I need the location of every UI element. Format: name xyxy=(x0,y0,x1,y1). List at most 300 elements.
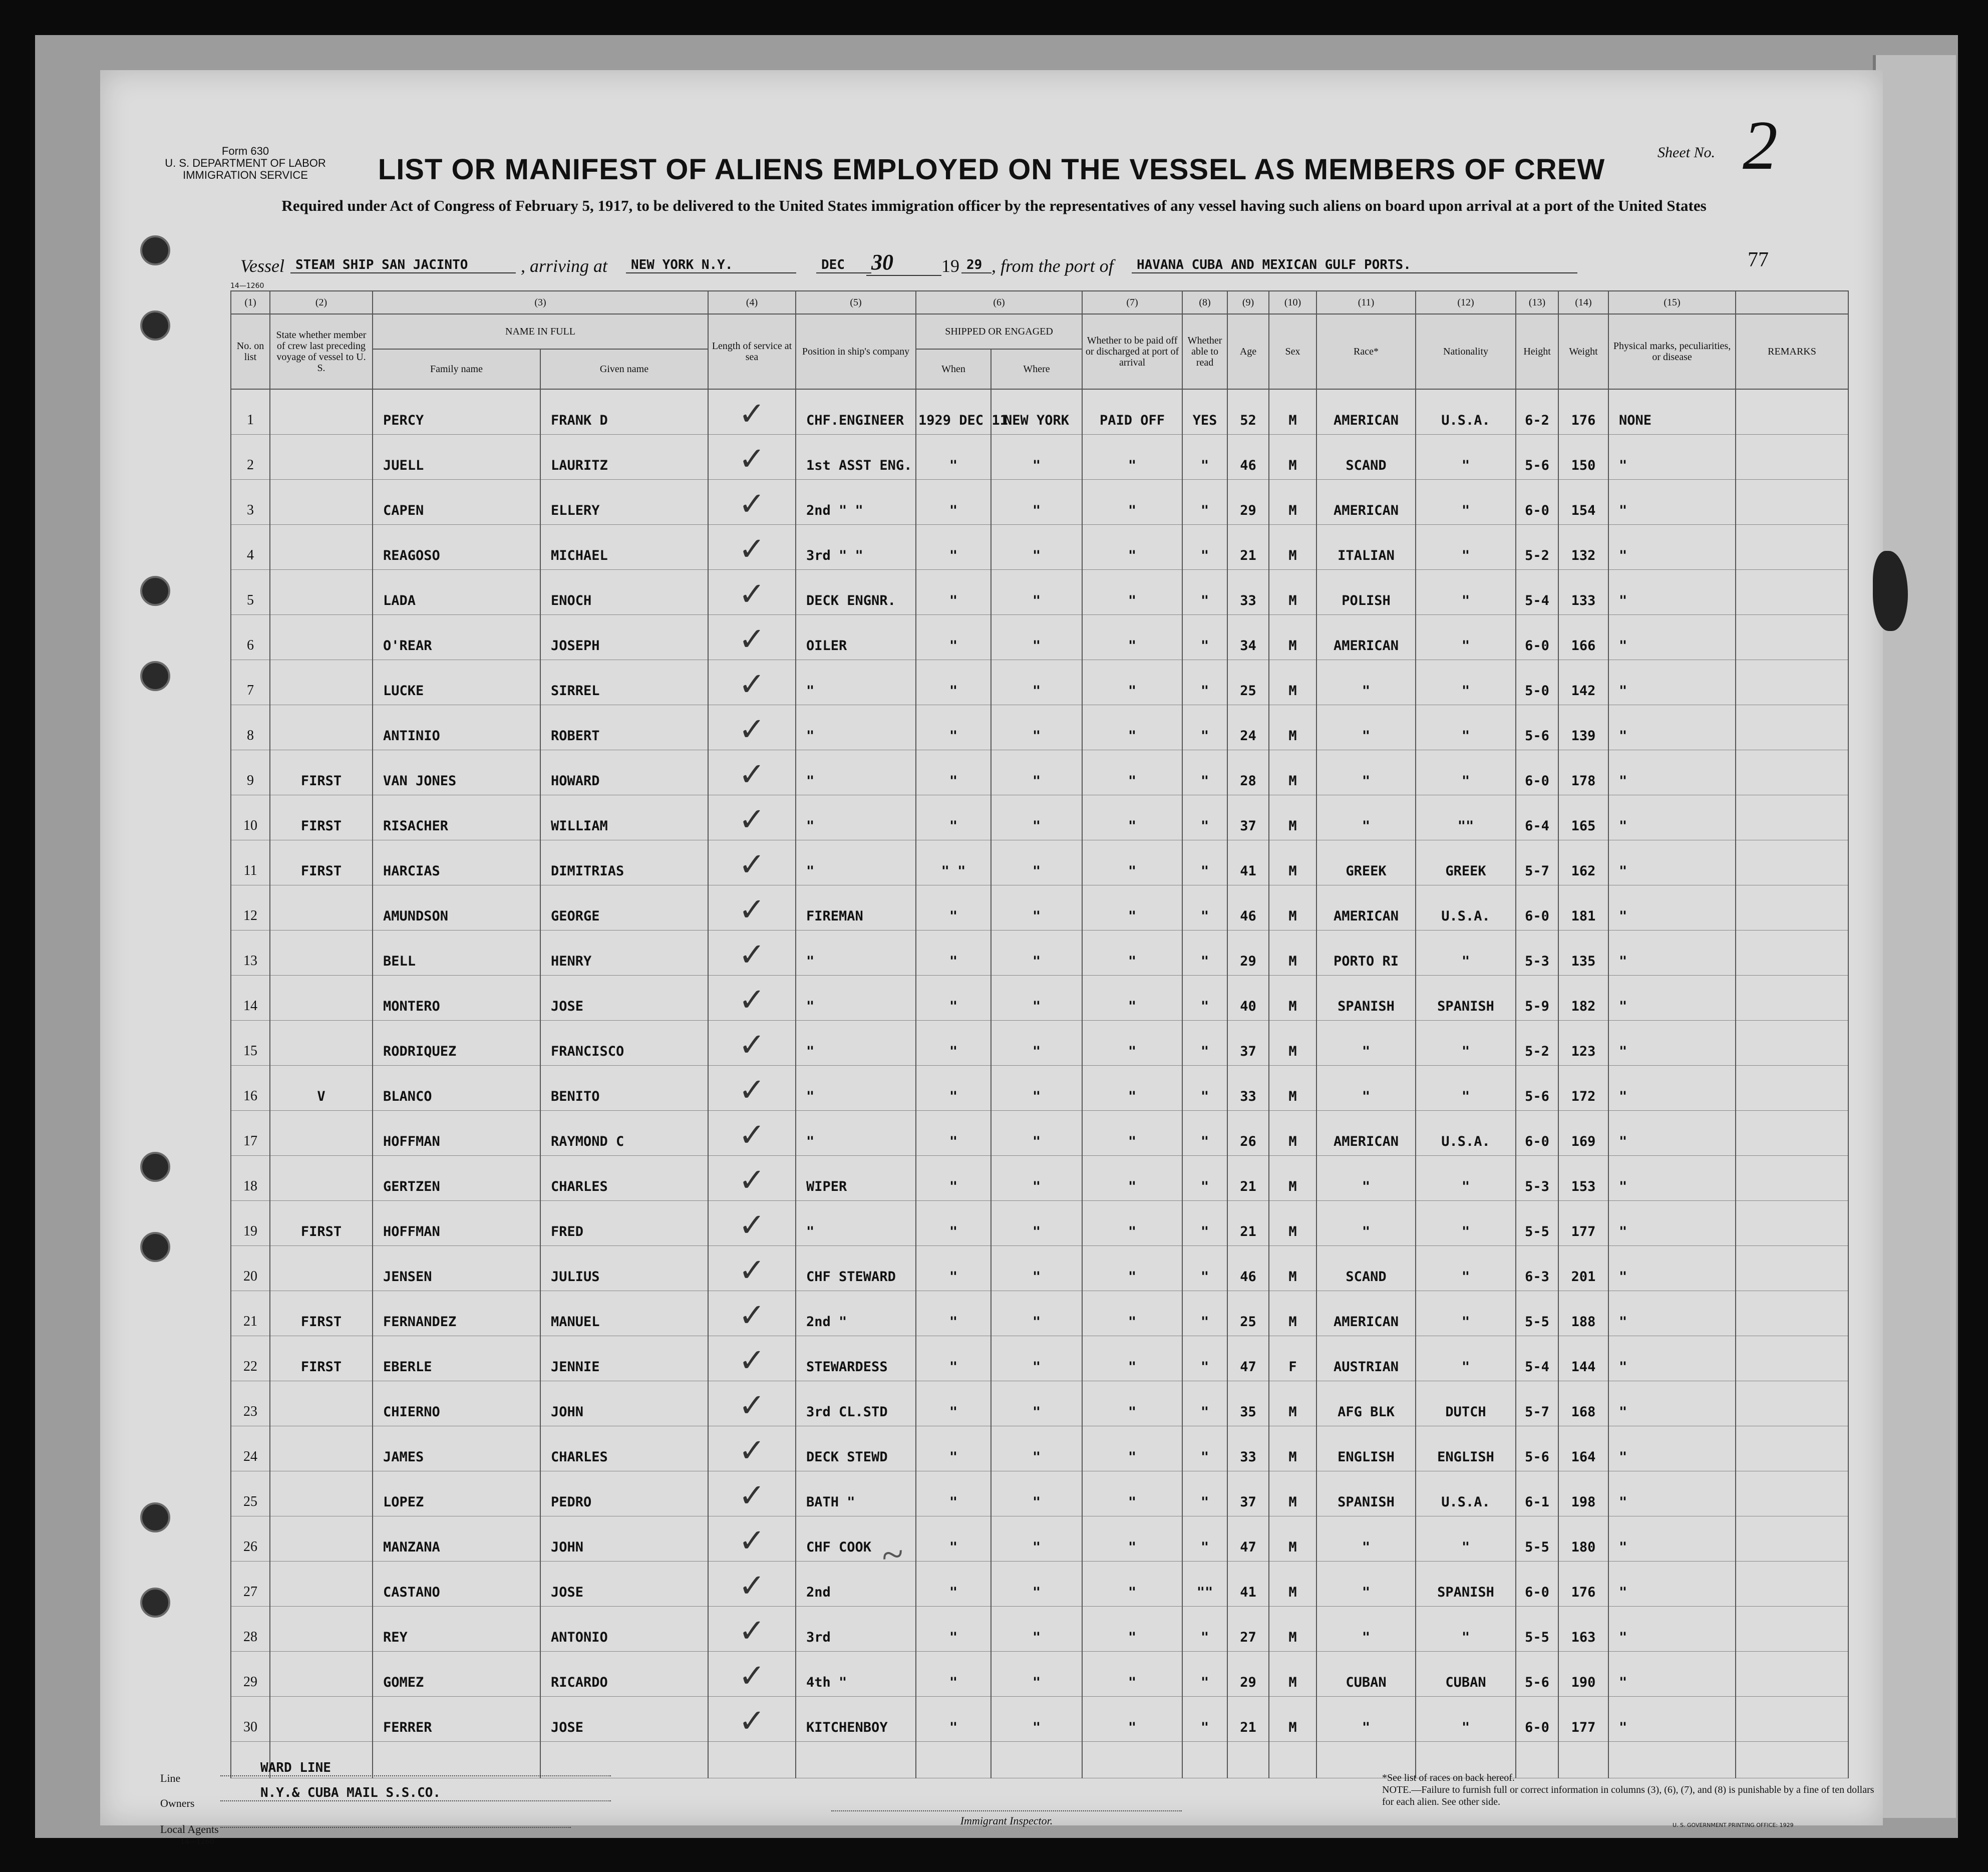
position-cell: " xyxy=(796,840,916,885)
remarks-cell xyxy=(1736,1291,1848,1336)
physical-marks-cell: " xyxy=(1608,1291,1736,1336)
inspector-label: Immigrant Inspector. xyxy=(831,1810,1182,1827)
document-subtitle: Required under Act of Congress of February 5, 1917, to be delivered to the United States immigration officer by the representatives of any vessel having such aliens on board upon arrival at a port of the United States xyxy=(281,197,1707,214)
shipped-when-cell: " xyxy=(916,1201,991,1246)
col-number: (9) xyxy=(1227,291,1269,314)
physical-marks-cell: " xyxy=(1608,750,1736,795)
previous-voyage-cell xyxy=(270,1652,373,1697)
paid-off-cell: " xyxy=(1082,930,1182,976)
table-row xyxy=(231,1562,1848,1607)
physical-marks-cell: " xyxy=(1608,1381,1736,1426)
nationality-cell: " xyxy=(1416,1201,1516,1246)
race-cell: SPANISH xyxy=(1316,1471,1416,1516)
position-cell: " xyxy=(796,705,916,750)
check-mark-icon: ✓ xyxy=(738,801,766,838)
given-name-cell: BENITO xyxy=(540,1066,708,1111)
family-name-cell: FERNANDEZ xyxy=(373,1291,540,1336)
paid-off-cell: " xyxy=(1082,1562,1182,1607)
paid-off-cell: " xyxy=(1082,1607,1182,1652)
check-mark-icon: ✓ xyxy=(738,666,766,703)
nationality-cell: " xyxy=(1416,1291,1516,1336)
shipped-when-cell: " xyxy=(916,1066,991,1111)
check-mark-icon: ✓ xyxy=(738,1117,766,1154)
header-paid-off: Whether to be paid off or discharged at port of arrival xyxy=(1082,314,1182,389)
owners-value: N.Y.& CUBA MAIL S.S.CO. xyxy=(220,1785,611,1801)
physical-marks-cell: " xyxy=(1608,1471,1736,1516)
crew-no-cell: 2 xyxy=(231,435,270,480)
position-cell: 1st ASST ENG. xyxy=(796,435,916,480)
crew-no-cell: 27 xyxy=(231,1562,270,1607)
weight-cell: 168 xyxy=(1558,1381,1608,1426)
shipped-where-cell: " xyxy=(991,1607,1082,1652)
family-name-cell: BELL xyxy=(373,930,540,976)
age-cell: 46 xyxy=(1227,885,1269,930)
table-row xyxy=(231,389,1848,435)
previous-voyage-cell xyxy=(270,930,373,976)
arriving-label: , arriving at xyxy=(521,256,608,276)
nationality-cell: " xyxy=(1416,1066,1516,1111)
sex-cell: M xyxy=(1269,885,1316,930)
nationality-cell: " xyxy=(1416,1336,1516,1381)
race-cell: POLISH xyxy=(1316,570,1416,615)
length-of-service-cell xyxy=(708,1381,796,1426)
shipped-when-cell: " xyxy=(916,660,991,705)
remarks-cell xyxy=(1736,570,1848,615)
given-name-cell: JENNIE xyxy=(540,1336,708,1381)
header-height: Height xyxy=(1516,314,1558,389)
sex-cell: M xyxy=(1269,1201,1316,1246)
age-cell: 25 xyxy=(1227,660,1269,705)
col-number: (15) xyxy=(1608,291,1736,314)
physical-marks-cell: " xyxy=(1608,930,1736,976)
age-cell: 28 xyxy=(1227,750,1269,795)
check-mark-icon: ✓ xyxy=(738,1703,766,1740)
shipped-where-cell: " xyxy=(991,1652,1082,1697)
previous-voyage-cell xyxy=(270,525,373,570)
race-cell: SCAND xyxy=(1316,1246,1416,1291)
nationality-cell: " xyxy=(1416,615,1516,660)
col-number: (3) xyxy=(373,291,708,314)
physical-marks-cell: " xyxy=(1608,480,1736,525)
family-name-cell: BLANCO xyxy=(373,1066,540,1111)
line-label: Line xyxy=(160,1772,181,1784)
family-name-cell: JUELL xyxy=(373,435,540,480)
length-of-service-cell xyxy=(708,1066,796,1111)
check-mark-icon: ✓ xyxy=(738,1342,766,1379)
shipped-where-cell: " xyxy=(991,1426,1082,1471)
shipped-when-cell: " xyxy=(916,885,991,930)
able-to-read-cell: " xyxy=(1182,930,1227,976)
arriving-port: NEW YORK N.Y. xyxy=(626,257,796,273)
family-name-cell: GERTZEN xyxy=(373,1156,540,1201)
age-cell: 37 xyxy=(1227,1471,1269,1516)
family-name-cell: RODRIQUEZ xyxy=(373,1021,540,1066)
check-mark-icon: ✓ xyxy=(738,441,766,478)
given-name-cell: FRANK D xyxy=(540,389,708,435)
sex-cell: M xyxy=(1269,1381,1316,1426)
length-of-service-cell xyxy=(708,480,796,525)
age-cell: 29 xyxy=(1227,480,1269,525)
height-cell: 5-5 xyxy=(1516,1607,1558,1652)
length-of-service-cell xyxy=(708,1111,796,1156)
height-cell: 5-9 xyxy=(1516,976,1558,1021)
header-weight: Weight xyxy=(1558,314,1608,389)
physical-marks-cell: " xyxy=(1608,1336,1736,1381)
vessel-line xyxy=(240,250,1843,285)
given-name-cell: CHARLES xyxy=(540,1426,708,1471)
check-mark-icon: ✓ xyxy=(738,1568,766,1605)
given-name-cell: JOSEPH xyxy=(540,615,708,660)
previous-voyage-cell xyxy=(270,1246,373,1291)
age-cell: 41 xyxy=(1227,1562,1269,1607)
family-name-cell: JENSEN xyxy=(373,1246,540,1291)
crew-no-cell: 29 xyxy=(231,1652,270,1697)
age-cell: 37 xyxy=(1227,795,1269,840)
able-to-read-cell: " xyxy=(1182,885,1227,930)
crew-no-cell: 18 xyxy=(231,1156,270,1201)
able-to-read-cell: " xyxy=(1182,1066,1227,1111)
sheet-no-label: Sheet No. xyxy=(1658,144,1715,161)
shipped-when-cell: " xyxy=(916,615,991,660)
shipped-when-cell: " xyxy=(916,750,991,795)
check-mark-icon: ✓ xyxy=(738,1387,766,1424)
previous-voyage-cell: FIRST xyxy=(270,1201,373,1246)
remarks-cell xyxy=(1736,660,1848,705)
table-row xyxy=(231,1426,1848,1471)
from-port: HAVANA CUBA AND MEXICAN GULF PORTS. xyxy=(1132,257,1577,273)
able-to-read-cell: " xyxy=(1182,1381,1227,1426)
age-cell: 46 xyxy=(1227,435,1269,480)
physical-marks-cell: " xyxy=(1608,1111,1736,1156)
table-row xyxy=(231,1111,1848,1156)
length-of-service-cell xyxy=(708,525,796,570)
length-of-service-cell xyxy=(708,705,796,750)
age-cell: 41 xyxy=(1227,840,1269,885)
weight-cell: 164 xyxy=(1558,1426,1608,1471)
able-to-read-cell: " xyxy=(1182,1471,1227,1516)
col-number: (6) xyxy=(916,291,1082,314)
weight-cell: 154 xyxy=(1558,480,1608,525)
weight-cell: 166 xyxy=(1558,615,1608,660)
header-shipped: SHIPPED OR ENGAGED xyxy=(916,314,1082,349)
table-row xyxy=(231,615,1848,660)
table-row xyxy=(231,570,1848,615)
binder-hole-icon xyxy=(140,1502,170,1532)
nationality-cell: " xyxy=(1416,435,1516,480)
race-cell: " xyxy=(1316,1562,1416,1607)
header-race: Race* xyxy=(1316,314,1416,389)
remarks-cell xyxy=(1736,615,1848,660)
header-remarks: REMARKS xyxy=(1736,314,1848,389)
shipped-when-cell: " xyxy=(916,1021,991,1066)
race-cell: AMERICAN xyxy=(1316,885,1416,930)
position-cell: " xyxy=(796,660,916,705)
remarks-cell xyxy=(1736,1246,1848,1291)
position-cell: FIREMAN xyxy=(796,885,916,930)
weight-cell: 176 xyxy=(1558,1562,1608,1607)
sex-cell: M xyxy=(1269,525,1316,570)
age-cell: 24 xyxy=(1227,705,1269,750)
family-name-cell: RISACHER xyxy=(373,795,540,840)
race-cell: AUSTRIAN xyxy=(1316,1336,1416,1381)
position-cell: 2nd " " xyxy=(796,480,916,525)
shipped-when-cell: " xyxy=(916,1336,991,1381)
physical-marks-cell: " xyxy=(1608,1607,1736,1652)
crew-no-cell: 12 xyxy=(231,885,270,930)
table-row xyxy=(231,435,1848,480)
page-number: 77 xyxy=(1748,248,1769,271)
shipped-when-cell: " xyxy=(916,976,991,1021)
background-sheet-edge xyxy=(1873,55,1956,1818)
paid-off-cell: " xyxy=(1082,885,1182,930)
sex-cell: M xyxy=(1269,705,1316,750)
nationality-cell: " xyxy=(1416,1697,1516,1742)
weight-cell: 163 xyxy=(1558,1607,1608,1652)
check-mark-icon: ✓ xyxy=(738,396,766,433)
given-name-cell: GEORGE xyxy=(540,885,708,930)
height-cell: 6-0 xyxy=(1516,1697,1558,1742)
shipped-where-cell: " xyxy=(991,525,1082,570)
agents-form-code: 14—1260 xyxy=(180,1838,214,1846)
given-name-cell: CHARLES xyxy=(540,1156,708,1201)
previous-voyage-cell xyxy=(270,1111,373,1156)
shipped-when-cell: " xyxy=(916,480,991,525)
table-row xyxy=(231,1381,1848,1426)
family-name-cell: MANZANA xyxy=(373,1516,540,1562)
weight-cell: 142 xyxy=(1558,660,1608,705)
weight-cell: 133 xyxy=(1558,570,1608,615)
family-name-cell: GOMEZ xyxy=(373,1652,540,1697)
check-mark-icon: ✓ xyxy=(738,1297,766,1334)
position-cell: 3rd " " xyxy=(796,525,916,570)
check-mark-icon: ✓ xyxy=(738,531,766,568)
able-to-read-cell: " xyxy=(1182,525,1227,570)
physical-marks-cell: " xyxy=(1608,1562,1736,1607)
able-to-read-cell: " xyxy=(1182,750,1227,795)
physical-marks-cell: " xyxy=(1608,705,1736,750)
col-number: (14) xyxy=(1558,291,1608,314)
header-physical-marks: Physical marks, peculiarities, or disease xyxy=(1608,314,1736,389)
length-of-service-cell xyxy=(708,1426,796,1471)
age-cell: 52 xyxy=(1227,389,1269,435)
remarks-cell xyxy=(1736,1111,1848,1156)
check-mark-icon: ✓ xyxy=(738,1613,766,1650)
length-of-service-cell xyxy=(708,795,796,840)
weight-cell: 176 xyxy=(1558,389,1608,435)
binder-hole-icon xyxy=(140,1588,170,1618)
remarks-cell xyxy=(1736,976,1848,1021)
sex-cell: M xyxy=(1269,795,1316,840)
physical-marks-cell: " xyxy=(1608,795,1736,840)
table-row xyxy=(231,705,1848,750)
paid-off-cell: " xyxy=(1082,1516,1182,1562)
given-name-cell: FRANCISCO xyxy=(540,1021,708,1066)
table-row xyxy=(231,525,1848,570)
previous-voyage-cell: FIRST xyxy=(270,1291,373,1336)
age-cell: 33 xyxy=(1227,570,1269,615)
weight-cell: 162 xyxy=(1558,840,1608,885)
nationality-cell: GREEK xyxy=(1416,840,1516,885)
nationality-cell: U.S.A. xyxy=(1416,389,1516,435)
position-cell: CHF.ENGINEER xyxy=(796,389,916,435)
crew-no-cell: 30 xyxy=(231,1697,270,1742)
given-name-cell: ELLERY xyxy=(540,480,708,525)
position-cell: KITCHENBOY xyxy=(796,1697,916,1742)
owners-label: Owners xyxy=(160,1797,195,1809)
previous-voyage-cell xyxy=(270,1516,373,1562)
able-to-read-cell: " xyxy=(1182,840,1227,885)
remarks-cell xyxy=(1736,1156,1848,1201)
shipped-where-cell: " xyxy=(991,976,1082,1021)
race-cell: CUBAN xyxy=(1316,1652,1416,1697)
crew-no-cell: 13 xyxy=(231,930,270,976)
previous-voyage-cell: FIRST xyxy=(270,840,373,885)
height-cell: 5-6 xyxy=(1516,1066,1558,1111)
remarks-cell xyxy=(1736,1201,1848,1246)
able-to-read-cell: " xyxy=(1182,1246,1227,1291)
paid-off-cell: " xyxy=(1082,795,1182,840)
able-to-read-cell: " xyxy=(1182,1336,1227,1381)
length-of-service-cell xyxy=(708,570,796,615)
header-when: When xyxy=(916,349,991,389)
form-code: 14—1260 xyxy=(230,282,264,290)
paid-off-cell: " xyxy=(1082,750,1182,795)
height-cell: 5-6 xyxy=(1516,1426,1558,1471)
header-given-name: Given name xyxy=(540,349,708,389)
previous-voyage-cell: FIRST xyxy=(270,1336,373,1381)
position-cell: 2nd xyxy=(796,1562,916,1607)
previous-voyage-cell xyxy=(270,976,373,1021)
height-cell: 6-3 xyxy=(1516,1246,1558,1291)
length-of-service-cell xyxy=(708,1156,796,1201)
shipped-where-cell: " xyxy=(991,885,1082,930)
physical-marks-cell: " xyxy=(1608,1652,1736,1697)
crew-no-cell: 5 xyxy=(231,570,270,615)
position-cell: DECK ENGNR. xyxy=(796,570,916,615)
length-of-service-cell xyxy=(708,750,796,795)
height-cell: 5-2 xyxy=(1516,1021,1558,1066)
previous-voyage-cell xyxy=(270,885,373,930)
family-name-cell: EBERLE xyxy=(373,1336,540,1381)
given-name-cell: ROBERT xyxy=(540,705,708,750)
shipped-where-cell: NEW YORK xyxy=(991,389,1082,435)
race-cell: " xyxy=(1316,660,1416,705)
previous-voyage-cell xyxy=(270,1021,373,1066)
weight-cell: 181 xyxy=(1558,885,1608,930)
physical-marks-cell: " xyxy=(1608,1066,1736,1111)
position-cell: WIPER xyxy=(796,1156,916,1201)
given-name-cell: DIMITRIAS xyxy=(540,840,708,885)
shipped-when-cell: " xyxy=(916,1246,991,1291)
remarks-cell xyxy=(1736,1607,1848,1652)
physical-marks-cell: NONE xyxy=(1608,389,1736,435)
sex-cell: M xyxy=(1269,1111,1316,1156)
length-of-service-cell xyxy=(708,1652,796,1697)
race-cell: " xyxy=(1316,1066,1416,1111)
position-cell: 3rd CL.STD xyxy=(796,1381,916,1426)
position-cell: " xyxy=(796,976,916,1021)
age-cell: 33 xyxy=(1227,1066,1269,1111)
weight-cell: 182 xyxy=(1558,976,1608,1021)
able-to-read-cell: " xyxy=(1182,1426,1227,1471)
check-mark-icon: ✓ xyxy=(738,576,766,613)
given-name-cell: JOSE xyxy=(540,1562,708,1607)
failure-note: NOTE.—Failure to furnish full or correct information in columns (3), (6), (7), and (8) is punishable by a fine of ten dollars for each alien. See other side. xyxy=(1382,1784,1874,1807)
able-to-read-cell: YES xyxy=(1182,389,1227,435)
previous-voyage-cell: FIRST xyxy=(270,795,373,840)
weight-cell: 177 xyxy=(1558,1697,1608,1742)
family-name-cell: LUCKE xyxy=(373,660,540,705)
weight-cell: 198 xyxy=(1558,1471,1608,1516)
crew-no-cell: 21 xyxy=(231,1291,270,1336)
nationality-cell: " xyxy=(1416,570,1516,615)
manifest-sheet xyxy=(100,70,1883,1846)
shipped-where-cell: " xyxy=(991,1562,1082,1607)
given-name-cell: SIRREL xyxy=(540,660,708,705)
position-cell: 4th " xyxy=(796,1652,916,1697)
nationality-cell: DUTCH xyxy=(1416,1381,1516,1426)
race-cell: " xyxy=(1316,1021,1416,1066)
age-cell: 25 xyxy=(1227,1291,1269,1336)
previous-voyage-cell xyxy=(270,1562,373,1607)
printer-mark: U. S. GOVERNMENT PRINTING OFFICE: 1929 xyxy=(1673,1822,1794,1828)
nationality-cell: " xyxy=(1416,705,1516,750)
position-cell: STEWARDESS xyxy=(796,1336,916,1381)
shipped-where-cell: " xyxy=(991,795,1082,840)
race-cell: AMERICAN xyxy=(1316,1291,1416,1336)
previous-voyage-cell xyxy=(270,570,373,615)
position-cell: 3rd xyxy=(796,1607,916,1652)
length-of-service-cell xyxy=(708,1562,796,1607)
check-mark-icon: ✓ xyxy=(738,1658,766,1695)
shipped-when-cell: " " xyxy=(916,840,991,885)
height-cell: 6-0 xyxy=(1516,1111,1558,1156)
table-row xyxy=(231,795,1848,840)
crew-no-cell: 17 xyxy=(231,1111,270,1156)
sex-cell: M xyxy=(1269,1246,1316,1291)
able-to-read-cell: " xyxy=(1182,705,1227,750)
shipped-when-cell: " xyxy=(916,795,991,840)
race-cell: " xyxy=(1316,1516,1416,1562)
height-cell: 6-1 xyxy=(1516,1471,1558,1516)
height-cell: 5-5 xyxy=(1516,1291,1558,1336)
race-cell: " xyxy=(1316,1697,1416,1742)
race-cell: AFG BLK xyxy=(1316,1381,1416,1426)
previous-voyage-cell: V xyxy=(270,1066,373,1111)
sex-cell: M xyxy=(1269,1291,1316,1336)
crew-no-cell: 16 xyxy=(231,1066,270,1111)
table-row xyxy=(231,1652,1848,1697)
family-name-cell: CHIERNO xyxy=(373,1381,540,1426)
crew-no-cell: 26 xyxy=(231,1516,270,1562)
sex-cell: M xyxy=(1269,660,1316,705)
race-cell: ENGLISH xyxy=(1316,1426,1416,1471)
length-of-service-cell xyxy=(708,1021,796,1066)
family-name-cell: LOPEZ xyxy=(373,1471,540,1516)
paid-off-cell: " xyxy=(1082,840,1182,885)
family-name-cell: HOFFMAN xyxy=(373,1201,540,1246)
age-cell: 47 xyxy=(1227,1336,1269,1381)
department-text: U. S. DEPARTMENT OF LABOR xyxy=(165,157,326,169)
physical-marks-cell: " xyxy=(1608,1021,1736,1066)
shipped-when-cell: " xyxy=(916,1607,991,1652)
position-cell: " xyxy=(796,1111,916,1156)
sex-cell: M xyxy=(1269,615,1316,660)
col-number: (13) xyxy=(1516,291,1558,314)
able-to-read-cell: " xyxy=(1182,1201,1227,1246)
nationality-cell: " xyxy=(1416,660,1516,705)
age-cell: 27 xyxy=(1227,1607,1269,1652)
